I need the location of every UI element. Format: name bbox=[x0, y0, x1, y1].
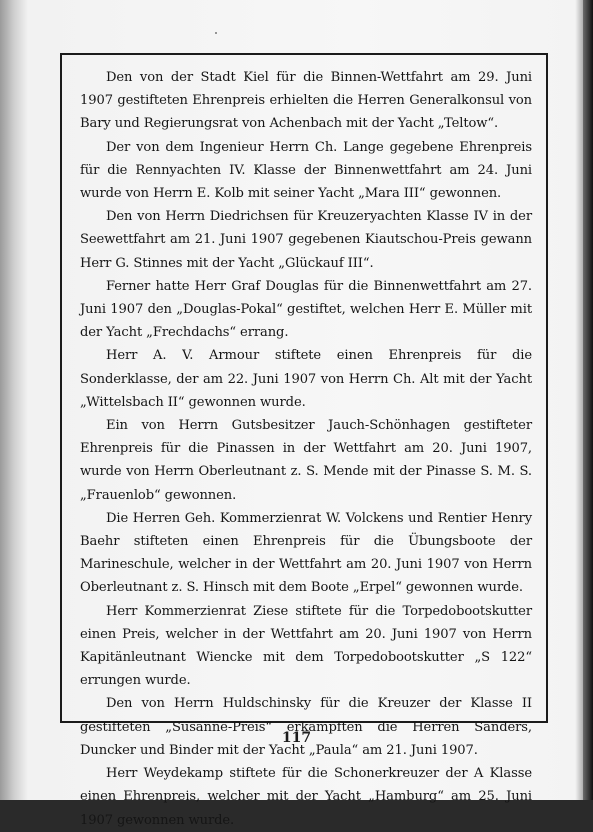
paragraph: Ferner hatte Herr Graf Douglas für die Binnenwettfahrt am 27. Juni 1907 den „Douglas-Pokal“ gestiftet, welchen Herr E. Müller mit der Yacht „Frechdachs“ errang. bbox=[80, 278, 532, 341]
paragraph: Der von dem Ingenieur Herrn Ch. Lange gegebene Ehrenpreis für die Rennyachten IV. Klasse der Binnenwettfahrt am 24. Juni wurde von Herrn E. Kolb mit seiner Yacht „Mara III“ gewonnen. bbox=[80, 139, 532, 202]
paragraph: Ein von Herrn Gutsbesitzer Jauch-Schönhagen gestifteter Ehrenpreis für die Pinassen in der Wettfahrt am 20. Juni 1907, wurde von Herrn Oberleutnant z. S. Mende mit der Pinasse S. M. S. „Frauenlob“ gewonnen. bbox=[80, 418, 532, 503]
scan-speck bbox=[215, 32, 217, 34]
paragraph: Die Herren Geh. Kommerzienrat W. Volckens und Rentier Henry Baehr stifteten einen Ehrenpreis für die Übungsboote der Marineschule, welcher in der Wettfahrt am 20. Juni 1907 von Herrn Oberleutnant z. S. Hinsch mit dem Boote „Erpel“ gewonnen wurde. bbox=[80, 510, 532, 596]
paragraph: Den von der Stadt Kiel für die Binnen-Wettfahrt am 29. Juni 1907 gestifteten Ehrenpreis erhielten die Herren Generalkonsul von Bary und Regierungsrat von Achenbach mit der Yacht „Teltow“. bbox=[80, 70, 532, 132]
paragraph: Den von Herrn Huldschinsky für die Kreuzer der Klasse II gestifteten „Susanne-Preis“ erkämpften die Herren Sanders, Duncker und Binder mit der Yacht „Paula“ am 21. Juni 1907. bbox=[80, 696, 532, 758]
paragraph: Herr A. V. Armour stiftete einen Ehrenpreis für die Sonderklasse, der am 22. Juni 1907 von Herrn Ch. Alt mit der Yacht „Wittelsbach II“ gewonnen wurde. bbox=[80, 348, 532, 410]
body-text bbox=[80, 66, 532, 832]
page-edge-shadow bbox=[583, 0, 593, 800]
paragraph: Herr Weydekamp stiftete für die Schonerkreuzer der A Klasse einen Ehrenpreis, welcher mit der Yacht „Hamburg“ am 25. Juni 1907 gewonnen wurde. bbox=[80, 766, 532, 828]
paragraph: Den von Herrn Diedrichsen für Kreuzeryachten Klasse IV in der Seewettfahrt am 21. Juni 1907 gegebenen Kiautschou-Preis gewann Herr G. Stinnes mit der Yacht „Glückauf III“. bbox=[80, 209, 532, 271]
paragraph: Herr Kommerzienrat Ziese stiftete für die Torpedobootskutter einen Preis, welcher in der Wettfahrt am 20. Juni 1907 von Herrn Kapitänleutnant Wiencke mit dem Torpedobootskutter „S 122“ errungen wurde. bbox=[80, 603, 532, 689]
page-number: 117 bbox=[281, 730, 312, 746]
